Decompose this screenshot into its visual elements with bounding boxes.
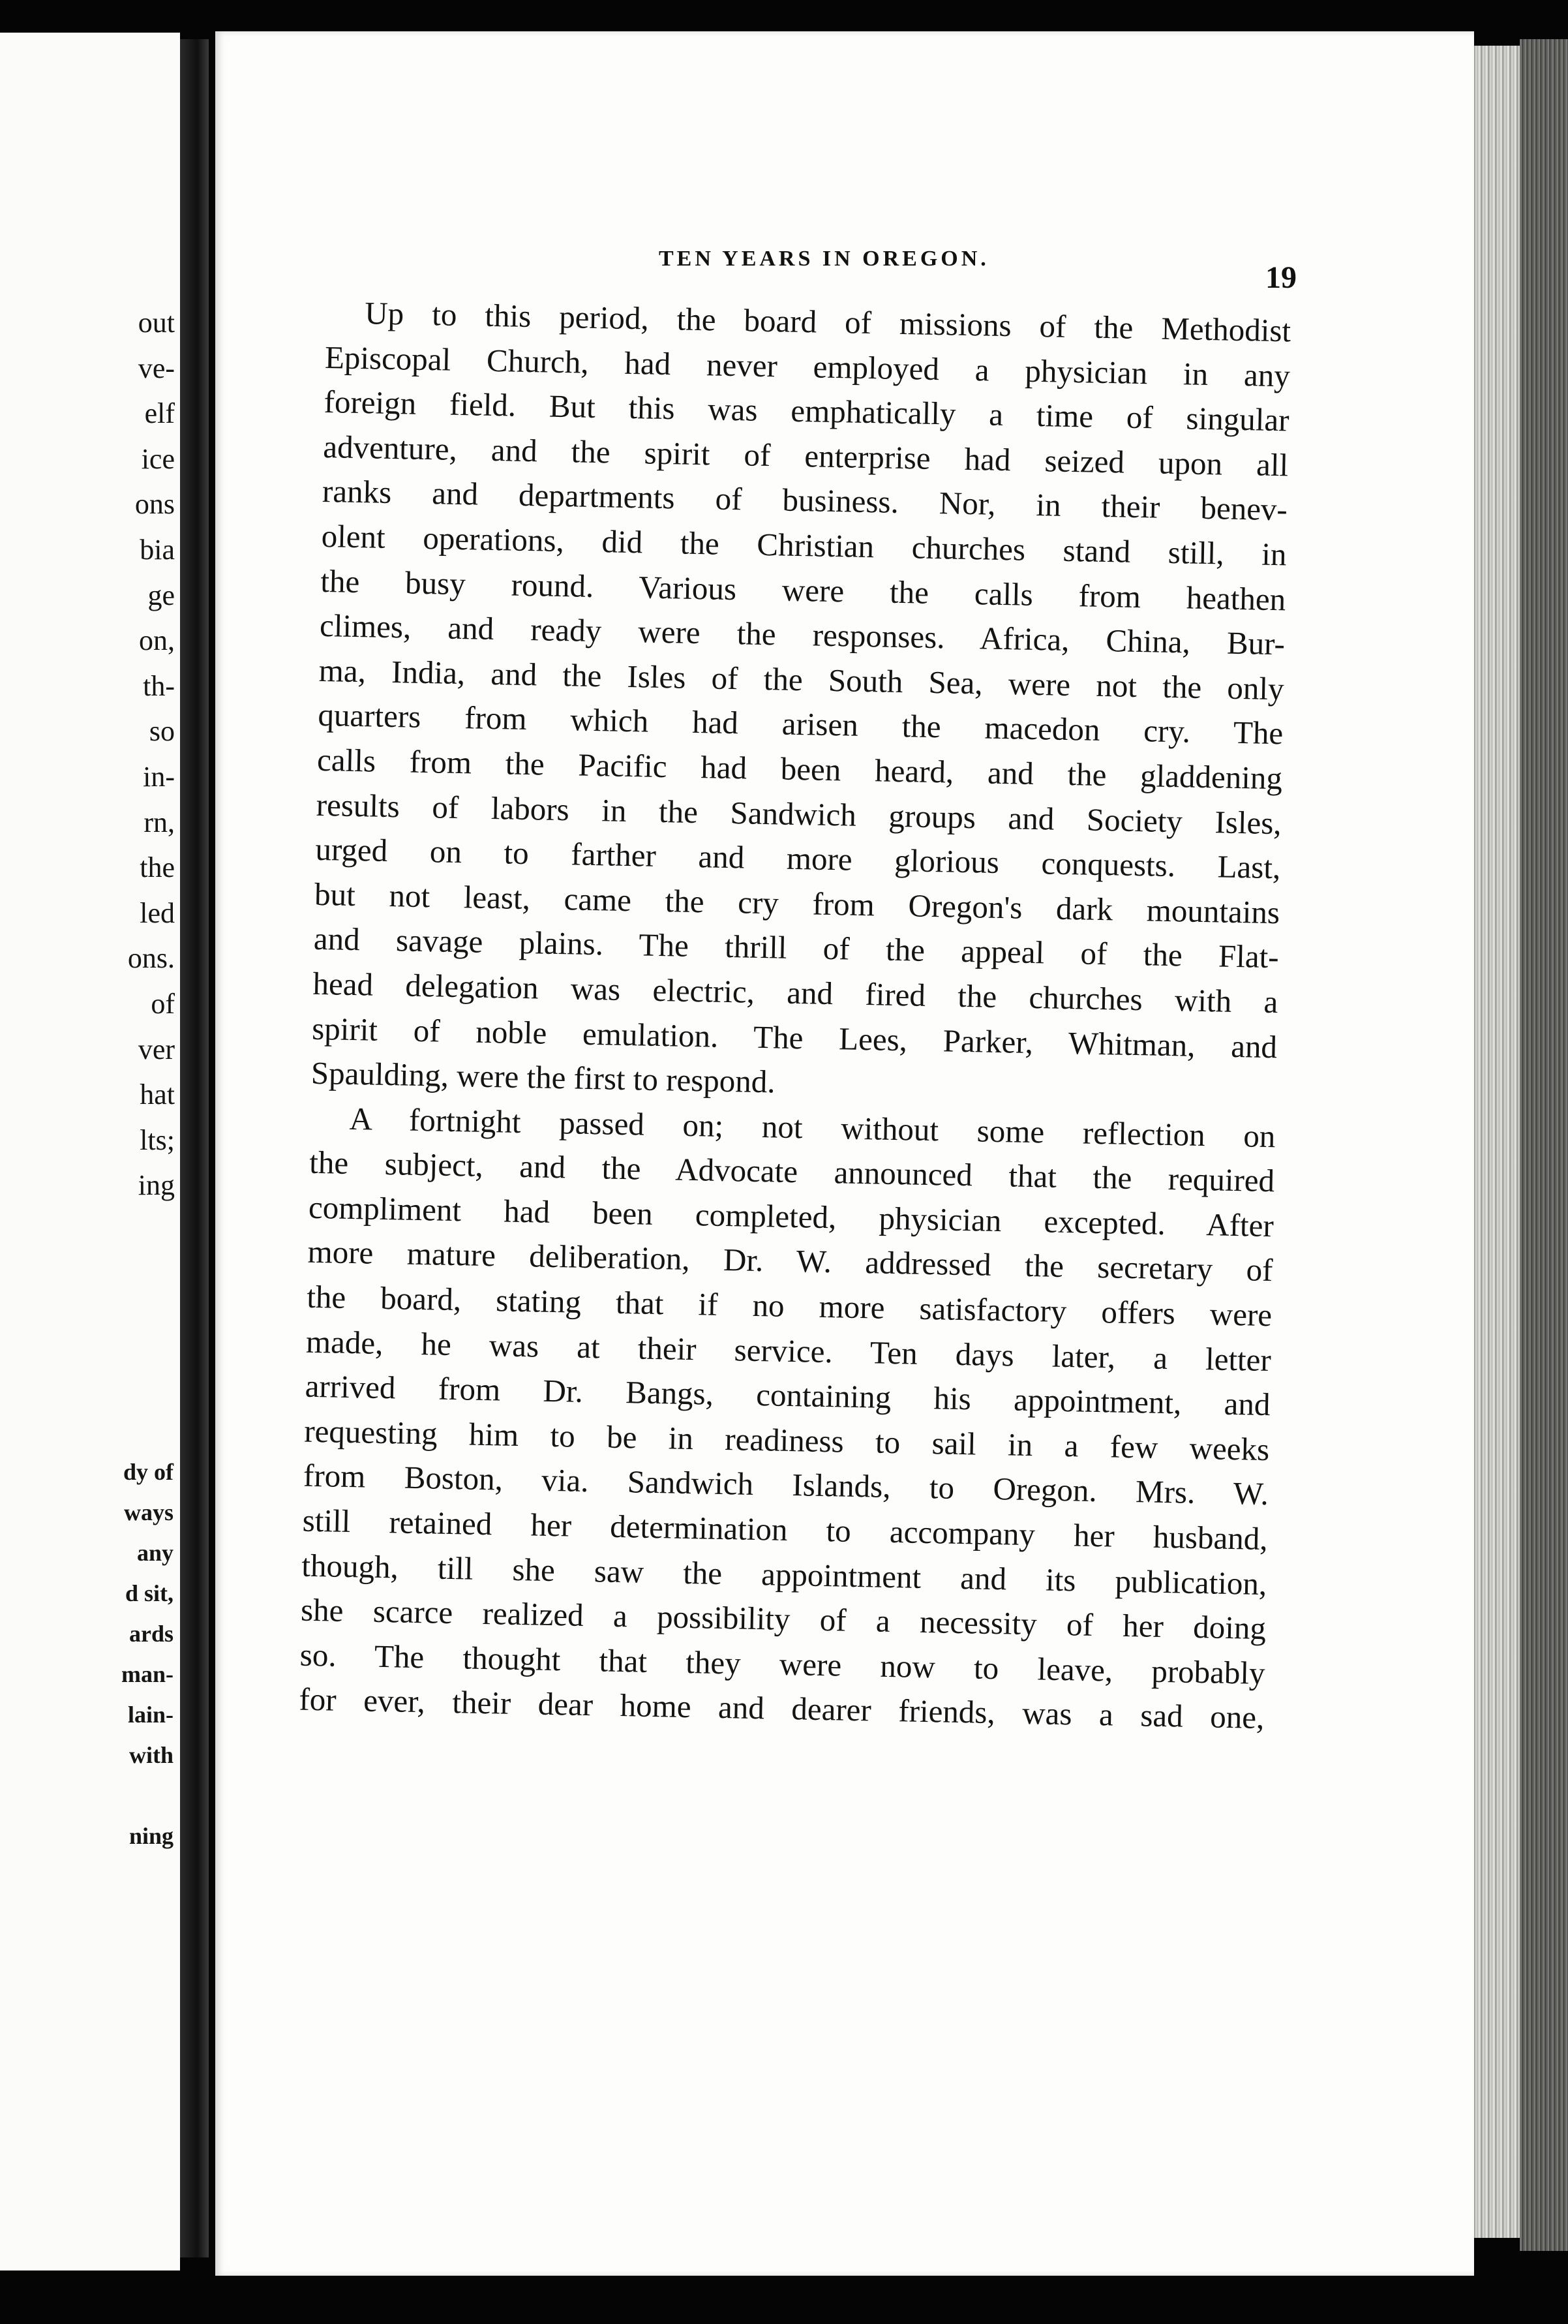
left-fragment: ve- bbox=[138, 352, 175, 384]
left-fragment: ver bbox=[138, 1033, 175, 1065]
text-line: Up to this period, the board of missions of the Methodist bbox=[364, 295, 1291, 349]
text-line: compliment had been completed, physician excepted. After bbox=[308, 1189, 1274, 1244]
left-fragment: th- bbox=[143, 669, 175, 702]
left-fragment: lts; bbox=[140, 1124, 175, 1156]
text-line: A fortnight passed on; not without some reflection on bbox=[349, 1100, 1276, 1154]
text-line: ma, India, and the Isles of the South Sea, were not the only bbox=[318, 652, 1285, 707]
left-fragment: ing bbox=[138, 1169, 175, 1202]
text-line: though, till she saw the appointment and its publication, bbox=[301, 1547, 1267, 1602]
text-line: the busy round. Various were the calls from heathen bbox=[320, 562, 1286, 617]
text-line: from Boston, via. Sandwich Islands, to Oregon. Mrs. W. bbox=[303, 1458, 1269, 1512]
left-fragment: ice bbox=[141, 442, 175, 475]
text-line: ranks and departments of business. Nor, in their benev- bbox=[322, 473, 1288, 528]
text-line: calls from the Pacific had been heard, and the gladdening bbox=[316, 741, 1283, 797]
text-line: and savage plains. The thrill of the appeal of the Flat- bbox=[313, 921, 1280, 975]
body-text bbox=[299, 290, 1291, 1741]
text-line: the board, stating that if no more satisfactory offers were bbox=[306, 1278, 1273, 1334]
left-fragment: man- bbox=[121, 1661, 173, 1687]
left-fragment: on, bbox=[139, 624, 175, 657]
book-gutter bbox=[180, 39, 209, 2257]
text-line: still retained her determination to accompany her husband, bbox=[302, 1502, 1269, 1557]
left-fragment: rn, bbox=[143, 806, 175, 838]
text-line: made, he was at their service. Ten days later, a letter bbox=[305, 1323, 1272, 1378]
text-line: quarters from which had arisen the macedon cry. The bbox=[317, 697, 1284, 752]
left-fragment: out bbox=[138, 307, 175, 339]
left-fragment: the bbox=[140, 851, 175, 884]
left-fragment: ons bbox=[134, 488, 175, 521]
left-page-text-upper bbox=[128, 300, 175, 1208]
text-line: the subject, and the Advocate announced that the required bbox=[309, 1144, 1275, 1199]
text-line: Spaulding, were the first to respond. bbox=[310, 1054, 776, 1100]
left-fragment: of bbox=[151, 987, 175, 1020]
left-fragment: ways bbox=[123, 1499, 173, 1525]
text-line: climes, and ready were the responses. Africa, China, Bur- bbox=[319, 607, 1286, 662]
left-fragment: dy of bbox=[123, 1459, 173, 1485]
text-line: more mature deliberation, Dr. W. addressed the secretary of bbox=[307, 1234, 1273, 1289]
left-fragment: ning bbox=[128, 1823, 173, 1849]
left-fragment: ons. bbox=[127, 942, 175, 975]
left-fragment: with bbox=[128, 1742, 173, 1768]
page-edges-outer bbox=[1520, 39, 1568, 2251]
left-fragment: bia bbox=[140, 533, 175, 566]
text-line: so. The thought that they were now to leave, probably bbox=[299, 1636, 1266, 1691]
text-line: urged on to farther and more glorious conquests. Last, bbox=[315, 831, 1281, 886]
left-fragment: lain- bbox=[127, 1702, 173, 1728]
left-fragment: d sit, bbox=[125, 1580, 173, 1606]
left-fragment: hat bbox=[140, 1078, 175, 1111]
left-page-text-lower bbox=[121, 1452, 173, 1856]
left-fragment: any bbox=[136, 1540, 173, 1566]
left-fragment: in- bbox=[143, 760, 175, 793]
running-head: TEN YEARS IN OREGON. bbox=[659, 247, 989, 271]
text-line: adventure, and the spirit of enterprise had seized upon all bbox=[322, 428, 1289, 483]
text-line: foreign field. But this was emphatically a time of singular bbox=[324, 384, 1289, 438]
text-line: spirit of noble emulation. The Lees, Parker, Whitman, and bbox=[311, 1010, 1278, 1065]
left-fragment: ge bbox=[147, 579, 175, 611]
left-facing-page bbox=[0, 33, 180, 2270]
text-line: for ever, their dear home and dearer friends, was a sad one, bbox=[299, 1681, 1265, 1736]
left-fragment: so bbox=[149, 715, 175, 748]
left-fragment: ards bbox=[128, 1621, 173, 1647]
page-number: 19 bbox=[1265, 260, 1297, 295]
text-line: but not least, came the cry from Oregon's dark mountains bbox=[314, 876, 1280, 930]
text-line: she scarce realized a possibility of a necessity of her doing bbox=[300, 1591, 1267, 1647]
text-line: Episcopal Church, had never employed a physician in any bbox=[324, 339, 1291, 393]
text-line: arrived from Dr. Bangs, containing his appointment, and bbox=[305, 1368, 1271, 1423]
text-line: requesting him to be in readiness to sail in a few weeks bbox=[303, 1413, 1270, 1467]
text-line: head delegation was electric, and fired the churches with a bbox=[312, 965, 1278, 1020]
left-fragment: elf bbox=[144, 397, 175, 430]
left-fragment: led bbox=[140, 896, 175, 929]
text-line: results of labors in the Sandwich groups and Society Isles, bbox=[316, 786, 1282, 841]
left-fragment-gap bbox=[121, 1775, 173, 1816]
text-line: olent operations, did the Christian churches stand still, in bbox=[321, 517, 1288, 573]
